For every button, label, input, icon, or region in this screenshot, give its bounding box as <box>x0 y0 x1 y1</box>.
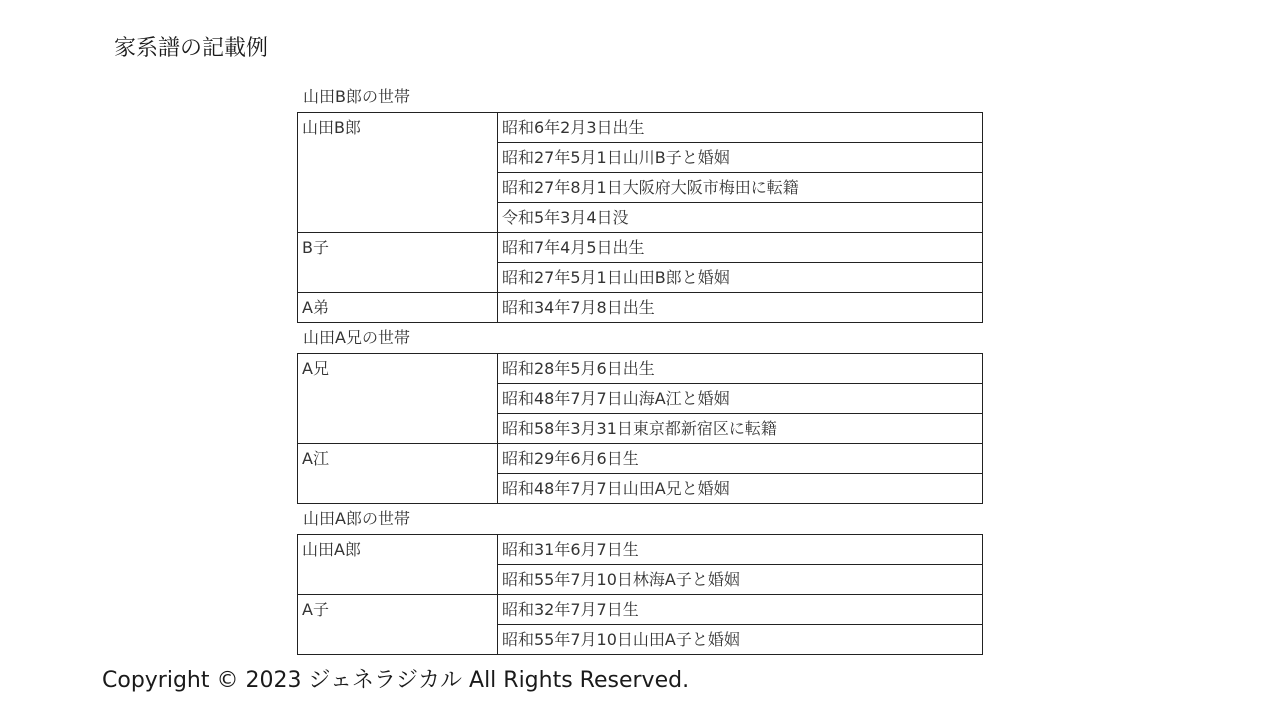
member-event-cell: 昭和29年6月6日生 <box>498 444 983 474</box>
household-title: 山田A兄の世帯 <box>303 328 410 347</box>
member-event-cell: 昭和27年5月1日山田B郎と婚姻 <box>498 263 983 293</box>
table-row <box>298 113 983 143</box>
copyright-notice: Copyright © 2023 ジェネラジカル All Rights Reserved. <box>102 668 690 693</box>
member-event-cell: 昭和6年2月3日出生 <box>498 113 983 143</box>
household-table <box>297 112 983 323</box>
member-event-cell: 昭和48年7月7日山田A兄と婚姻 <box>498 474 983 504</box>
household-section <box>297 504 982 655</box>
household-table <box>297 534 983 655</box>
member-event-cell: 昭和48年7月7日山海A江と婚姻 <box>498 384 983 414</box>
member-event-cell: 令和5年3月4日没 <box>498 203 983 233</box>
member-name-cell: 山田A郎 <box>298 535 498 595</box>
member-name-cell: A兄 <box>298 354 498 444</box>
member-event-cell: 昭和27年8月1日大阪府大阪市梅田に転籍 <box>498 173 983 203</box>
member-event-cell: 昭和32年7月7日生 <box>498 595 983 625</box>
household-list <box>297 82 982 655</box>
table-row <box>298 535 983 565</box>
household-section <box>297 323 982 504</box>
member-event-cell: 昭和7年4月5日出生 <box>498 233 983 263</box>
member-event-cell: 昭和55年7月10日山田A子と婚姻 <box>498 625 983 655</box>
household-table <box>297 353 983 504</box>
page-title: 家系譜の記載例 <box>114 36 269 61</box>
member-event-cell: 昭和55年7月10日林海A子と婚姻 <box>498 565 983 595</box>
household-section <box>297 82 982 323</box>
table-row <box>298 354 983 384</box>
member-event-cell: 昭和28年5月6日出生 <box>498 354 983 384</box>
member-event-cell: 昭和31年6月7日生 <box>498 535 983 565</box>
member-name-cell: A弟 <box>298 293 498 323</box>
member-event-cell: 昭和27年5月1日山川B子と婚姻 <box>498 143 983 173</box>
member-name-cell: A子 <box>298 595 498 655</box>
member-name-cell: A江 <box>298 444 498 504</box>
table-row <box>298 293 983 323</box>
household-title: 山田B郎の世帯 <box>303 87 410 106</box>
member-event-cell: 昭和58年3月31日東京都新宿区に転籍 <box>498 414 983 444</box>
household-title: 山田A郎の世帯 <box>303 509 410 528</box>
table-row <box>298 595 983 625</box>
table-row <box>298 233 983 263</box>
member-event-cell: 昭和34年7月8日出生 <box>498 293 983 323</box>
table-row <box>298 444 983 474</box>
member-name-cell: B子 <box>298 233 498 293</box>
member-name-cell: 山田B郎 <box>298 113 498 233</box>
